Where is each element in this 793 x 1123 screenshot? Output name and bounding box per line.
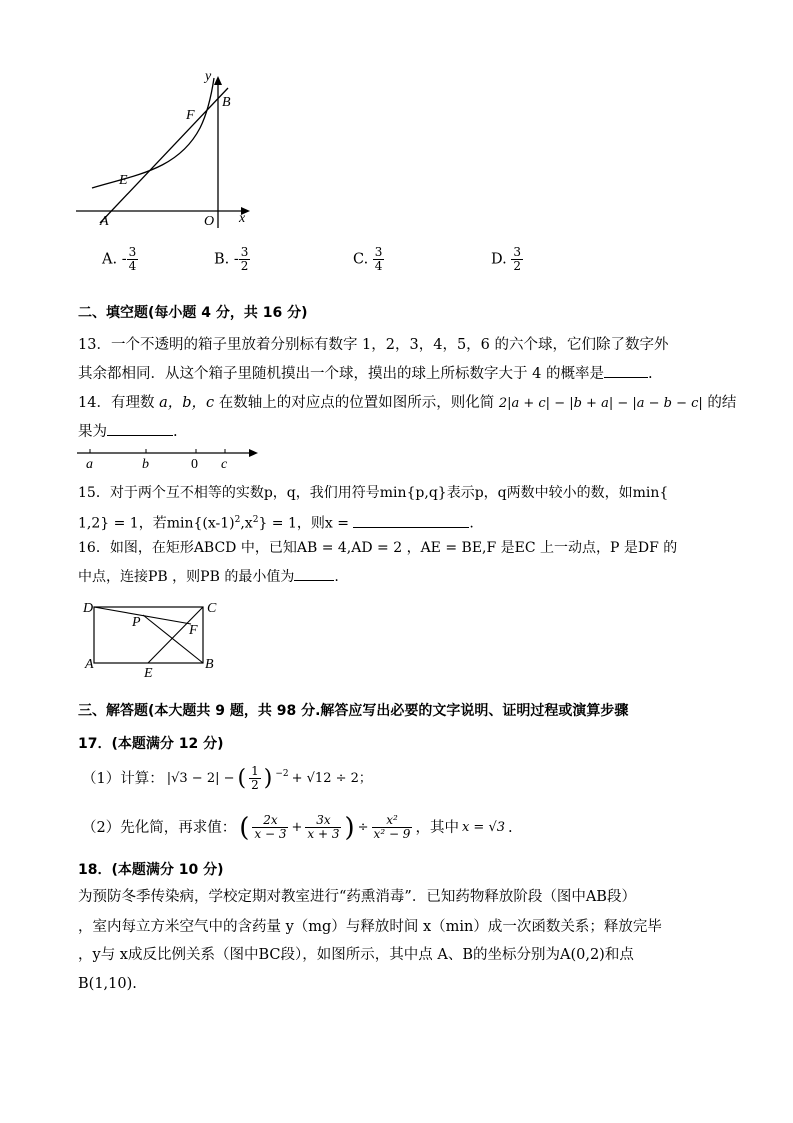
numline-label-b: b — [142, 457, 149, 472]
label-A: A — [100, 214, 109, 229]
q14-vars: a，b，c — [159, 395, 215, 411]
rect-label-P: P — [132, 615, 141, 630]
q15-line2: 1,2} = 1，若$\min\{(x-1)^2,x^2\} = 1$，则x = . — [78, 511, 474, 533]
q16-line1: 16．如图，在矩形ABCD 中，已知AB = 4,AD = 2 ，AE = BE,F 是EC 上一动点，P 是DF 的 — [78, 540, 678, 556]
option-sign: - — [121, 251, 127, 268]
q18-line3: ，y与 x成反比例关系（图中BC段），如图所示，其中点 A、B的坐标分别为A(0,2)和点 — [78, 947, 634, 963]
q13-line1: 13．一个不透明的箱子里放着分别标有数字 1，2，3，4，5，6 的六个球，它们除了数字外 — [78, 337, 669, 353]
q13-line2: 其余都相同．从这个箱子里随机摸出一个球，摸出的球上所标数字大于 4 的概率是 . — [78, 363, 653, 383]
numline-label-0: 0 — [191, 457, 198, 472]
q18-line2: ，室内每立方米空气中的含药量 y（mg）与释放时间 x（min）成一次函数关系；释放完毕 — [78, 919, 662, 935]
numline-label-a: a — [86, 457, 93, 472]
rect-label-C: C — [207, 601, 217, 616]
rect-label-B: B — [205, 657, 214, 672]
label-E: E — [119, 173, 128, 188]
label-y: y — [205, 69, 212, 84]
label-x: x — [239, 211, 246, 226]
option-fraction: $\frac{3}{2}$ — [513, 245, 521, 273]
label-O: O — [204, 214, 215, 229]
q18-title: 18．(本题满分 10 分) — [78, 862, 224, 878]
q14-line1: 14．有理数 a，b，c 在数轴上的对应点的位置如图所示，则化简 2|a + c| − |b + a| − |a − b − c| 的结 — [78, 395, 737, 411]
q14-line2: 果为 . — [78, 421, 178, 441]
q18-line1: 为预防冬季传染病，学校定期对教室进行“药熏消毒”．已知药物释放阶段（图中AB段） — [78, 889, 636, 905]
option-letter: D. — [491, 251, 507, 268]
option-letter: C. — [353, 251, 369, 268]
q15-line1: 15．对于两个互不相等的实数p，q，我们用符号min{p,q}表示p，q两数中较小的数，如min{ — [78, 485, 669, 501]
rect-label-E: E — [144, 666, 153, 681]
option-fraction: $\frac{3}{4}$ — [374, 245, 383, 273]
rectangle-ABCD — [94, 607, 203, 663]
q18-line4: B(1,10). — [78, 976, 137, 992]
option-sign: - — [233, 251, 239, 268]
numline-label-c: c — [221, 457, 228, 472]
label-F: F — [186, 108, 195, 123]
section-3-title: 三、解答题(本大题共 9 题，共 98 分.解答应写出必要的文字说明、证明过程或演算步骤 — [78, 703, 629, 719]
q17-part2: （2）先化简，再求值： ( $\frac{2x}{x - 3}$ + $\frac{3x}{x + 3}$ ) ÷ $\frac{\text{x²}}{\text{x² − 9}}$ ，其中 x = √3 . — [82, 812, 513, 843]
option-letter: A. — [102, 251, 118, 268]
label-B: B — [222, 95, 231, 110]
option-fraction: $\frac{3}{4}$ — [128, 245, 137, 273]
option-letter: B. — [214, 251, 230, 268]
rect-label-F: F — [189, 623, 198, 638]
rect-label-A: A — [85, 657, 94, 672]
q17-part1: （1）计算： |√3 − 2| − ( $\frac{1}{2}$ ) $^{-2}$ + √12 ÷ 2； — [82, 764, 372, 792]
q17-title: 17．(本题满分 12 分) — [78, 736, 224, 752]
q16-line2: 中点，连接PB ，则PB 的最小值为 . — [78, 566, 339, 586]
segment-DF — [94, 607, 191, 624]
option-fraction: $\frac{3}{2}$ — [240, 245, 249, 273]
q14-expression: 2|a + c| − |b + a| − |a − b − c| — [498, 396, 703, 411]
section-2-title: 二、填空题(每小题 4 分，共 16 分) — [78, 305, 308, 321]
rect-label-D: D — [83, 601, 94, 616]
q13-text: 其余都相同．从这个箱子里随机摸出一个球，摸出的球上所标数字大于 4 的概率是 — [78, 366, 604, 382]
